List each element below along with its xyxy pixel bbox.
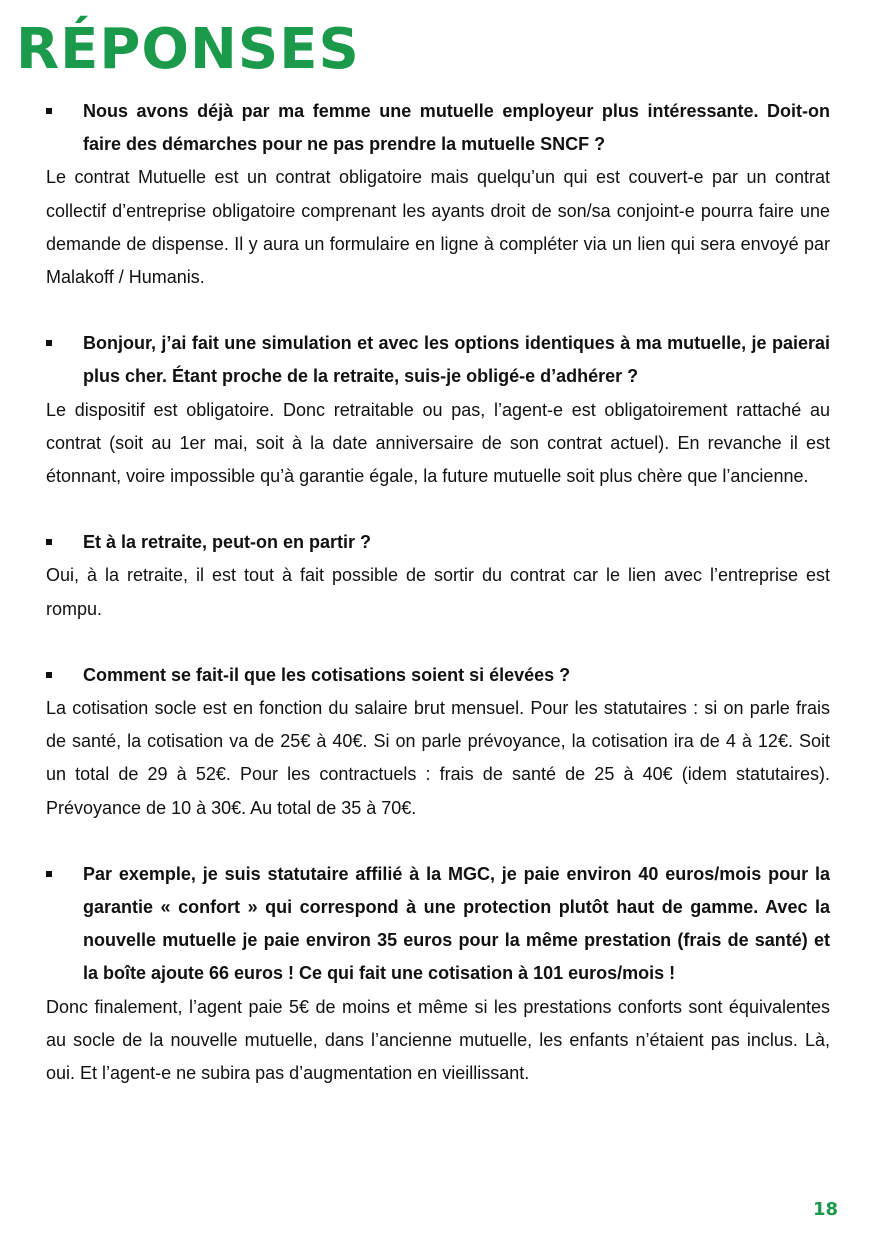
question-text: Et à la retraite, peut-on en partir ?: [83, 532, 372, 553]
question: [46, 95, 830, 161]
qa-item: [46, 659, 830, 825]
bullet-square-icon: [46, 672, 52, 678]
bullet-square-icon: [46, 539, 52, 545]
question-text: Par exemple, je suis statutaire affilié à la MGC, je paie environ 40 euros/mois pour la garantie « confort » qui correspond à une protection plutôt haut de gamme. Avec la nouvelle mutuelle je paie environ 35 euros pour la même prestation (frais de santé) et la boîte ajoute 66 euros ! Ce qui fait une cotisation à 101 euros/mois !: [83, 863, 830, 984]
answer-text: La cotisation socle est en fonction du salaire brut mensuel. Pour les statutaires : si on parle frais de santé, la cotisation va de 25€ à 40€. Si on parle prévoyance, la cotisation ira de 4 à 12€. Soit un total de 29 à 52€. Pour les contractuels : frais de santé de 25 à 40€ (idem statutaires). Prévoyance de 10 à 30€. Au total de 35 à 70€.: [46, 698, 830, 818]
qa-item: [46, 858, 830, 1090]
question-text: Bonjour, j’ai fait une simulation et avec les options identiques à ma mutuelle, je paierai plus cher. Étant proche de la retraite, suis-je obligé-e d’adhérer ?: [83, 333, 830, 387]
answer-text: Le dispositif est obligatoire. Donc retraitable ou pas, l’agent-e est obligatoirement rattaché au contrat (soit au 1er mai, soit à la date anniversaire de son contrat actuel). En revanche il est étonnant, voire impossible qu’à garantie égale, la future mutuelle soit plus chère que l’ancienne.: [46, 399, 830, 487]
qa-item: [46, 95, 830, 294]
question-text: Nous avons déjà par ma femme une mutuelle employeur plus intéressante. Doit-on faire des démarches pour ne pas prendre la mutuelle SNCF ?: [83, 101, 830, 155]
bullet-square-icon: [46, 108, 52, 114]
page-title: RÉPONSES: [16, 17, 360, 82]
question: [46, 858, 830, 991]
answer-text: Oui, à la retraite, il est tout à fait possible de sortir du contrat car le lien avec l’entreprise est rompu.: [46, 565, 830, 619]
qa-item: [46, 327, 830, 493]
answer-text: Donc finalement, l’agent paie 5€ de moins et même si les prestations conforts sont équivalentes au socle de la nouvelle mutuelle, dans l’ancienne mutuelle, les enfants n’étaient pas inclus. Là, oui. Et l’agent-e ne subira pas d’augmentation en vieillissant.: [46, 996, 830, 1084]
question: [46, 526, 830, 559]
question-text: Comment se fait-il que les cotisations soient si élevées ?: [83, 664, 571, 685]
answer-text: Le contrat Mutuelle est un contrat obligatoire mais quelqu’un qui est couvert-e par un contrat collectif d’entreprise obligatoire comprenant les ayants droit de son/sa conjoint-e pourra faire une demande de dispense. Il y aura un formulaire en ligne à compléter via un lien qui sera envoyé par Malakoff / Humanis.: [46, 167, 830, 288]
bullet-square-icon: [46, 871, 52, 877]
page-number: 18: [812, 1199, 838, 1220]
bullet-square-icon: [46, 340, 52, 346]
question: [46, 659, 830, 692]
question: [46, 327, 830, 393]
qa-item: [46, 526, 830, 626]
qa-list: [46, 95, 830, 1123]
